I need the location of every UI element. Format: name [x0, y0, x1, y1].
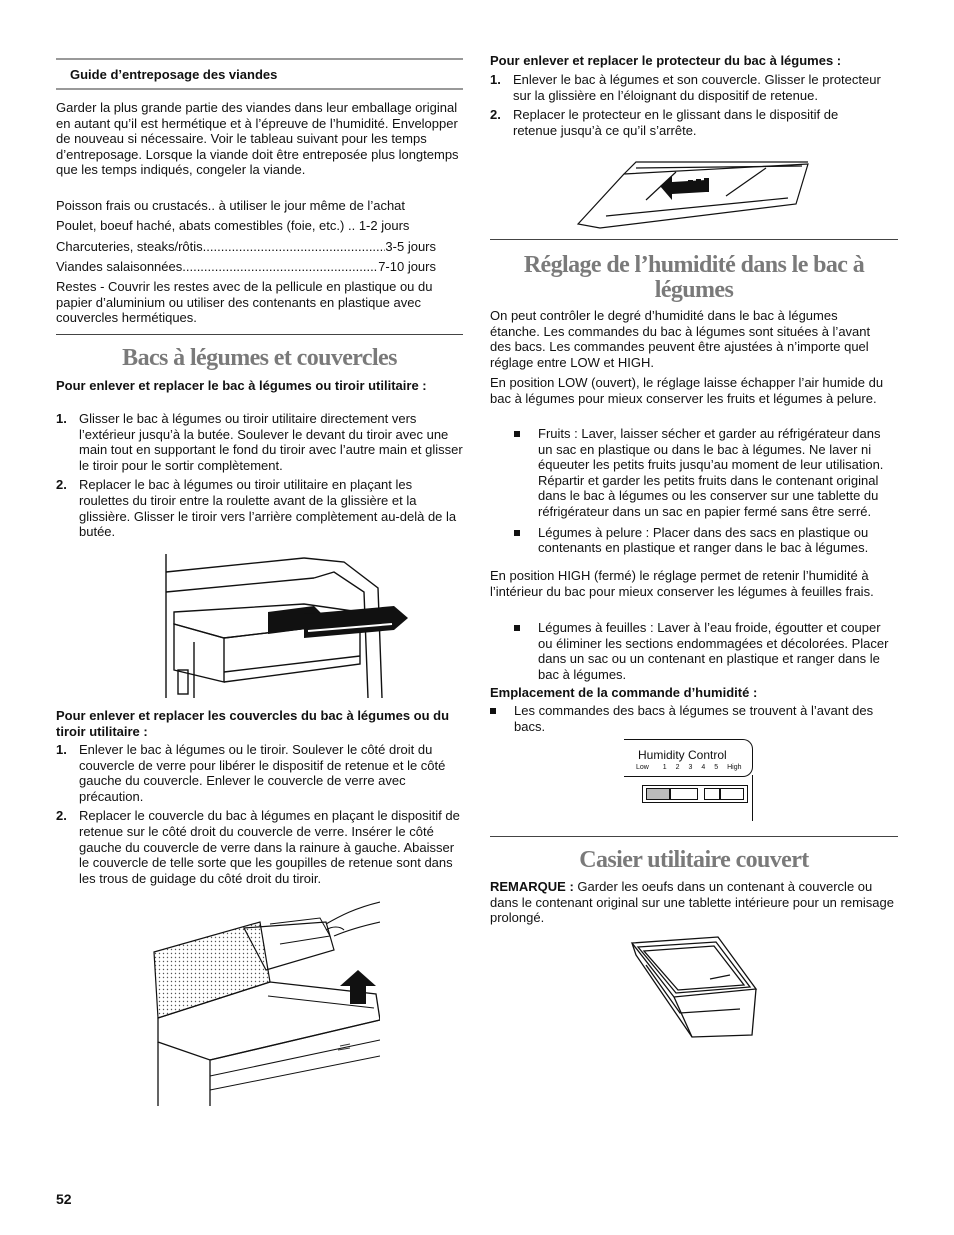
step-item: [56, 411, 463, 473]
bullet-square: [490, 708, 496, 714]
section-divider: [490, 239, 898, 240]
utility-heading: Casier utilitaire couvert: [579, 847, 809, 873]
row-value: à utiliser le jour même de l’achat: [218, 198, 406, 213]
humidity-control-label: Humidity Control: [638, 748, 727, 762]
high-setting-list: [514, 620, 898, 682]
step-item: [490, 72, 885, 103]
meat-guide-row-poultry: [56, 218, 463, 234]
step-text: Glisser le bac à légumes ou tiroir utilitaire directement vers l’extérieur jusqu’à la butée. Soulever le devant du tiroir avec une main tout en supportant le fond du tiroir avec l’autre main et glisser le tiroir pour le sortir complètement.: [79, 411, 463, 473]
remark-label: REMARQUE :: [490, 879, 574, 894]
slider-segment: [704, 788, 720, 800]
remove-crisper-title: Pour enlever et replacer le bac à légumes ou tiroir utilitaire :: [56, 378, 427, 393]
meat-storage-guide-title: Guide d’entreposage des viandes: [70, 67, 278, 82]
row-dots: ..: [347, 218, 356, 233]
remove-covers-steps: [56, 742, 463, 886]
utility-bin-illustration: [630, 935, 760, 1041]
row-value: 7-10 jours: [378, 259, 436, 274]
step-text: Replacer le bac à légumes ou tiroir utilitaire en plaçant les roulettes du tiroir entre la roulette avant de la glissière et la glissière. Glisser le tiroir vers l’arrière complètement au-delà de la butée.: [79, 477, 457, 540]
list-item: [490, 703, 885, 734]
step-number: 1.: [490, 72, 501, 87]
panel-edge: [752, 775, 753, 821]
scale-1: 1: [662, 764, 667, 771]
row-dots: ..: [207, 198, 215, 213]
step-text: Enlever le bac à légumes ou le tiroir. Soulever le côté droit du couvercle de verre pour libérer le dispositif de retenue et le côté gauche du couvercle. Enlever le couvercle de verre avec précaution.: [79, 742, 446, 804]
meat-guide-row-cured: [56, 259, 436, 275]
step-number: 2.: [56, 477, 67, 493]
row-label: Charcuteries, steaks/rôtis: [56, 239, 203, 254]
step-item: [56, 808, 463, 886]
step-item: [56, 477, 463, 539]
slider-segment: [670, 788, 698, 800]
scale-low: Low: [636, 764, 649, 771]
remove-crisper-steps: [56, 411, 463, 540]
humidity-scale: [636, 764, 742, 772]
step-number: 1.: [56, 411, 67, 426]
meat-guide-row-fish: [56, 198, 463, 214]
row-leader: [203, 239, 386, 255]
row-label: Viandes salaisonnées: [56, 259, 183, 274]
scale-4: 4: [701, 764, 706, 771]
meat-guide-leftovers: Restes - Couvrir les restes avec de la pellicule en plastique ou du papier d’aluminium ou utiliser des contenants en plastique avec couvercles hermétiques.: [56, 279, 433, 326]
crisper-drawer-illustration: [164, 552, 410, 700]
humidity-intro: On peut contrôler le degré d’humidité dans le bac à légumes étanche. Les commandes du bac à légumes sont situées à l’avant des bacs. Les commandes peuvent être ajustées à n’importe quel réglage entre LOW et HIGH.: [490, 308, 871, 370]
protector-title: Pour enlever et replacer le protecteur du bac à légumes :: [490, 53, 842, 68]
bullet-square: [514, 431, 520, 437]
list-item: [514, 620, 898, 682]
section-divider: [490, 836, 898, 837]
page-number: 52: [56, 1191, 72, 1207]
humidity-control-illustration: [624, 739, 756, 821]
step-number: 1.: [56, 742, 67, 757]
step-item: [490, 107, 885, 138]
section-divider: [56, 334, 463, 335]
bullet-text: Légumes à feuilles : Laver à l’eau froide, égoutter et couper ou éliminer les sections endommagées et décolorées. Placer dans un sac ou un contenant en plastique et ranger dans le bac à légumes.: [538, 620, 889, 682]
protector-steps: [490, 72, 885, 138]
scale-3: 3: [688, 764, 693, 771]
bullet-square: [514, 625, 520, 631]
control-location-title: Emplacement de la commande d’humidité :: [490, 685, 758, 700]
remove-covers-title: Pour enlever et replacer les couvercles du bac à légumes ou du tiroir utilitaire :: [56, 708, 450, 739]
up-arrow-icon: [338, 970, 378, 1004]
control-location-list: [490, 703, 885, 734]
step-text: Enlever le bac à légumes et son couvercle. Glisser le protecteur sur la glissière en l’éloignant du dispositif de retenue.: [513, 72, 881, 103]
row-label: Poisson frais ou crustacés: [56, 198, 208, 213]
humidity-slider-knob[interactable]: [646, 788, 670, 800]
meat-guide-intro: Garder la plus grande partie des viandes dans leur emballage original en autant qu’il est hermétique et à l’épreuve de l’humidité. Envelopper de nouveau si nécessaire. Voir le tableau suivant pour les temps d’entreposage. Lorsque la viande doit être entreposée plus longtemps que les temps indiqués, congeler la viande.: [56, 100, 459, 178]
row-value: 1-2 jours: [358, 218, 410, 233]
low-setting-list: [514, 426, 898, 556]
step-number: 2.: [490, 107, 501, 123]
humidity-heading: Réglage de l’humidité dans le bac à légumes: [523, 252, 865, 303]
bullet-text: Les commandes des bacs à légumes se trouvent à l’avant des bacs.: [514, 703, 874, 734]
remark-text: Garder les oeufs dans un contenant à couvercle ou dans le contenant original sur une tablette intérieure pour un remisage prolongé.: [490, 879, 894, 926]
step-text: Replacer le protecteur en le glissant dans le dispositif de retenue jusqu’à ce qu’il s’arrête.: [513, 107, 839, 138]
bullet-square: [514, 530, 520, 536]
humidity-low-text: En position LOW (ouvert), le réglage laisse échapper l’air humide du bac à légumes pour mieux conserver les fruits et légumes à pelure.: [490, 375, 884, 406]
slider-segment: [720, 788, 744, 800]
list-item: [514, 525, 898, 556]
row-label: Poulet, boeuf haché, abats comestibles (foie, etc.): [56, 218, 345, 233]
protector-illustration: [576, 160, 812, 230]
meat-guide-row-deli: [56, 239, 436, 255]
scale-5: 5: [714, 764, 719, 771]
crisper-heading: Bacs à légumes et couvercles: [122, 345, 397, 371]
bullet-text: Légumes à pelure : Placer dans des sacs en plastique ou contenants en plastique et ranger dans le bac à légumes.: [538, 524, 869, 556]
scale-high: High: [727, 764, 742, 771]
bullet-text: Fruits : Laver, laisser sécher et garder au réfrigérateur dans un sac en plastique ou dans le bac à légumes. Ne laver ni équeuter les petits fruits jusqu’au moment de leur utilisation. Répartir et garder les petits fruits dans le contenant original dans le bac à légumes ou les conserver sur une tablette du réfrigérateur dans un sac en papier fermé sans être serré.: [538, 426, 884, 519]
humidity-high-text: En position HIGH (fermé) le réglage permet de retenir l’humidité à l’intérieur du bac pour mieux conserver les légumes à feuilles frais.: [490, 568, 874, 599]
remark-paragraph: [490, 879, 898, 926]
scale-2: 2: [675, 764, 680, 771]
step-item: [56, 742, 463, 804]
row-value: 3-5 jours: [385, 239, 436, 254]
step-text: Replacer le couvercle du bac à légumes en plaçant le dispositif de retenue sur le côté droit du couvercle de verre. Insérer le côté gauche du couvercle de verre dans la rainure à gauche. Abaisser le couvercle de telle sorte que les goupilles de retenue sont dans les trous de guidage du côté droit du tiroir.: [79, 808, 460, 886]
row-leader: [182, 259, 378, 275]
meat-storage-guide-header: [56, 58, 463, 90]
list-item: [514, 426, 898, 520]
step-number: 2.: [56, 808, 67, 824]
